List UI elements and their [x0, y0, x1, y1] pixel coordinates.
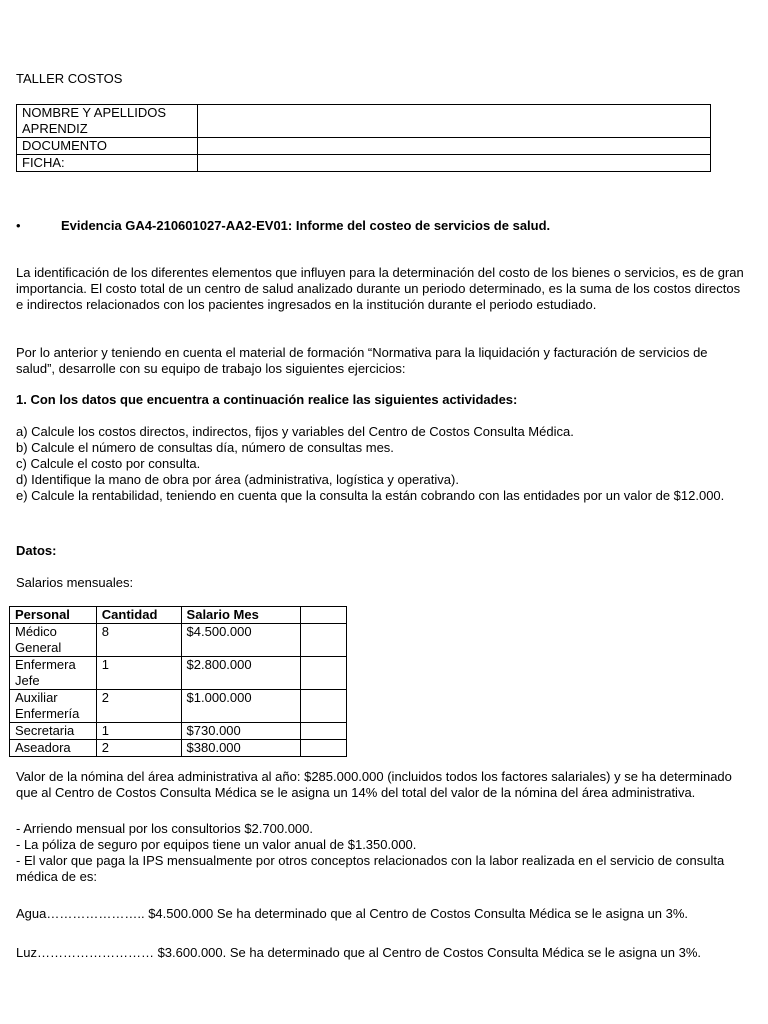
document-title: TALLER COSTOS	[16, 71, 123, 86]
list-item: a) Calcule los costos directos, indirectos, fijos y variables del Centro de Costos Consulta Médica.	[16, 424, 574, 439]
cell-empty	[301, 690, 347, 723]
nomina-paragraph: Valor de la nómina del área administrativa al año: $285.000.000 (incluidos todos los factores salariales) y se ha determinado que al Centro de Costos Consulta Médica se le asigna un 14% del total del valor de la nómina del área administrativa.	[16, 769, 732, 800]
cell-cantidad: 1	[96, 723, 181, 740]
cell-salario: $730.000	[181, 723, 300, 740]
salarios-label: Salarios mensuales:	[16, 575, 134, 590]
list-item: d) Identifique la mano de obra por área (administrativa, logística y operativa).	[16, 472, 459, 487]
student-info-table	[16, 104, 711, 172]
cell-empty	[301, 723, 347, 740]
bullet: •	[16, 218, 21, 233]
second-paragraph: Por lo anterior y teniendo en cuenta el material de formación “Normativa para la liquidación y facturación de servicios de salud”, desarrolle con su equipo de trabajo los siguientes ejercicios:	[16, 345, 708, 376]
header-empty	[301, 607, 347, 624]
header-salario: Salario Mes	[181, 607, 300, 624]
activities-list	[16, 424, 744, 504]
header-personal: Personal	[10, 607, 97, 624]
table-row	[17, 138, 711, 155]
salary-table	[9, 606, 347, 757]
cell-empty	[301, 740, 347, 757]
table-row	[17, 155, 711, 172]
info-value-name	[198, 105, 711, 138]
table-row	[10, 657, 347, 690]
cell-empty	[301, 657, 347, 690]
list-item: e) Calcule la rentabilidad, teniendo en cuenta que la consulta la están cobrando con las entidades por un valor de $12.000.	[16, 488, 725, 503]
luz-line: Luz……………………… $3.600.000. Se ha determinado que al Centro de Costos Consulta Médica se le asigna un 3%.	[16, 945, 702, 960]
table-row	[10, 723, 347, 740]
list-item: b) Calcule el número de consultas día, número de consultas mes.	[16, 440, 394, 455]
cell-cantidad: 8	[96, 624, 181, 657]
info-label-document: DOCUMENTO	[17, 138, 198, 155]
cell-personal: Enfermera Jefe	[10, 657, 97, 690]
extra-lines	[16, 821, 744, 885]
table-header-row	[10, 607, 347, 624]
cell-salario: $4.500.000	[181, 624, 300, 657]
cell-salario: $1.000.000	[181, 690, 300, 723]
cell-empty	[301, 624, 347, 657]
table-row	[10, 690, 347, 723]
table-row	[17, 105, 711, 138]
cell-cantidad: 2	[96, 690, 181, 723]
cell-salario: $380.000	[181, 740, 300, 757]
agua-line: Agua………………….. $4.500.000 Se ha determinado que al Centro de Costos Consulta Médica se le asigna un 3%.	[16, 906, 689, 921]
cell-personal: Médico General	[10, 624, 97, 657]
cell-personal: Aseadora	[10, 740, 97, 757]
header-cantidad: Cantidad	[96, 607, 181, 624]
cell-personal: Secretaria	[10, 723, 97, 740]
list-item: c) Calcule el costo por consulta.	[16, 456, 201, 471]
activity-heading: 1. Con los datos que encuentra a continuación realice las siguientes actividades:	[16, 392, 518, 407]
evidence-heading: Evidencia GA4-210601027-AA2-EV01: Informe del costeo de servicios de salud.	[61, 218, 551, 233]
list-item: - Arriendo mensual por los consultorios $2.700.000.	[16, 821, 314, 836]
table-row	[10, 624, 347, 657]
cell-cantidad: 1	[96, 657, 181, 690]
datos-heading: Datos:	[16, 543, 57, 558]
info-label-name: NOMBRE Y APELLIDOS APRENDIZ	[17, 105, 198, 138]
info-value-ficha	[198, 155, 711, 172]
list-item: - La póliza de seguro por equipos tiene un valor anual de $1.350.000.	[16, 837, 417, 852]
intro-paragraph: La identificación de los diferentes elementos que influyen para la determinación del costo de los bienes o servicios, es de gran importancia. El costo total de un centro de salud analizado durante un periodo determinado, es la suma de los costos directos e indirectos relacionados con los pacientes ingresados en la institución durante el periodo estudiado.	[16, 265, 744, 312]
cell-personal: Auxiliar Enfermería	[10, 690, 97, 723]
cell-salario: $2.800.000	[181, 657, 300, 690]
list-item: - El valor que paga la IPS mensualmente por otros conceptos relacionados con la labor realizada en el servicio de consulta médica de es:	[16, 853, 725, 884]
info-label-ficha: FICHA:	[17, 155, 198, 172]
table-row	[10, 740, 347, 757]
cell-cantidad: 2	[96, 740, 181, 757]
info-value-document	[198, 138, 711, 155]
